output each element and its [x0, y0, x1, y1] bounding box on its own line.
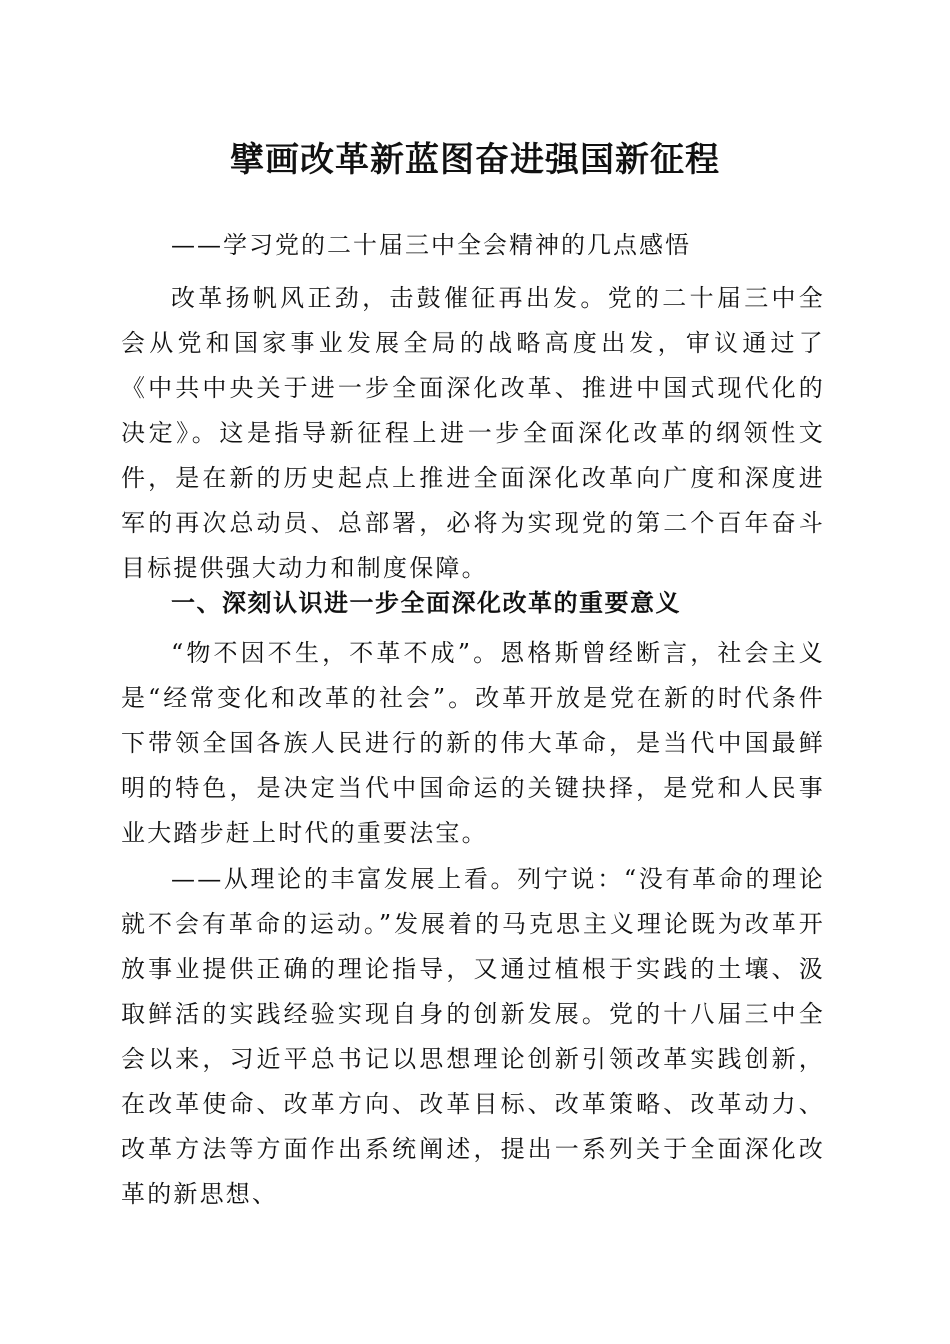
document-title: 擘画改革新蓝图奋进强国新征程 — [230, 140, 720, 180]
paragraph-theory: ——从理论的丰富发展上看。列宁说：“没有革命的理论就不会有革命的运动。”发展着的马克思主义理论既为改革开放事业提供正确的理论指导，又通过植根于实践的土壤、汲取鲜活的实践经验实现自身的创新发展。党的十八届三中全会以来，习近平总书记以思想理论创新引领改革实践创新，在改革使命、改革方向、改革目标、改革策略、改革动力、改革方法等方面作出系统阐述，提出一系列关于全面深化改革的新思想、 — [121, 865, 825, 1208]
paragraph-significance: “物不因不生，不革不成”。恩格斯曾经断言，社会主义是“经常变化和改革的社会”。改革开放是党在新的时代条件下带领全国各族人民进行的新的伟大革命，是当代中国最鲜明的特色，是决定当代中国命运的关键抉择，是党和人民事业大踏步赶上时代的重要法宝。 — [121, 639, 825, 847]
paragraph-intro: 改革扬帆风正劲，击鼓催征再出发。党的二十届三中全会从党和国家事业发展全局的战略高度出发，审议通过了《中共中央关于进一步全面深化改革、推进中国式现代化的决定》。这是指导新征程上进一步全面深化改革的纲领性文件，是在新的历史起点上推进全面深化改革向广度和深度进军的再次总动员、总部署，必将为实现党的第二个百年奋斗目标提供强大动力和制度保障。 — [121, 284, 825, 582]
section-heading: 一、深刻认识进一步全面深化改革的重要意义 — [171, 589, 681, 617]
document-subtitle: ——学习党的二十届三中全会精神的几点感悟 — [171, 231, 691, 259]
